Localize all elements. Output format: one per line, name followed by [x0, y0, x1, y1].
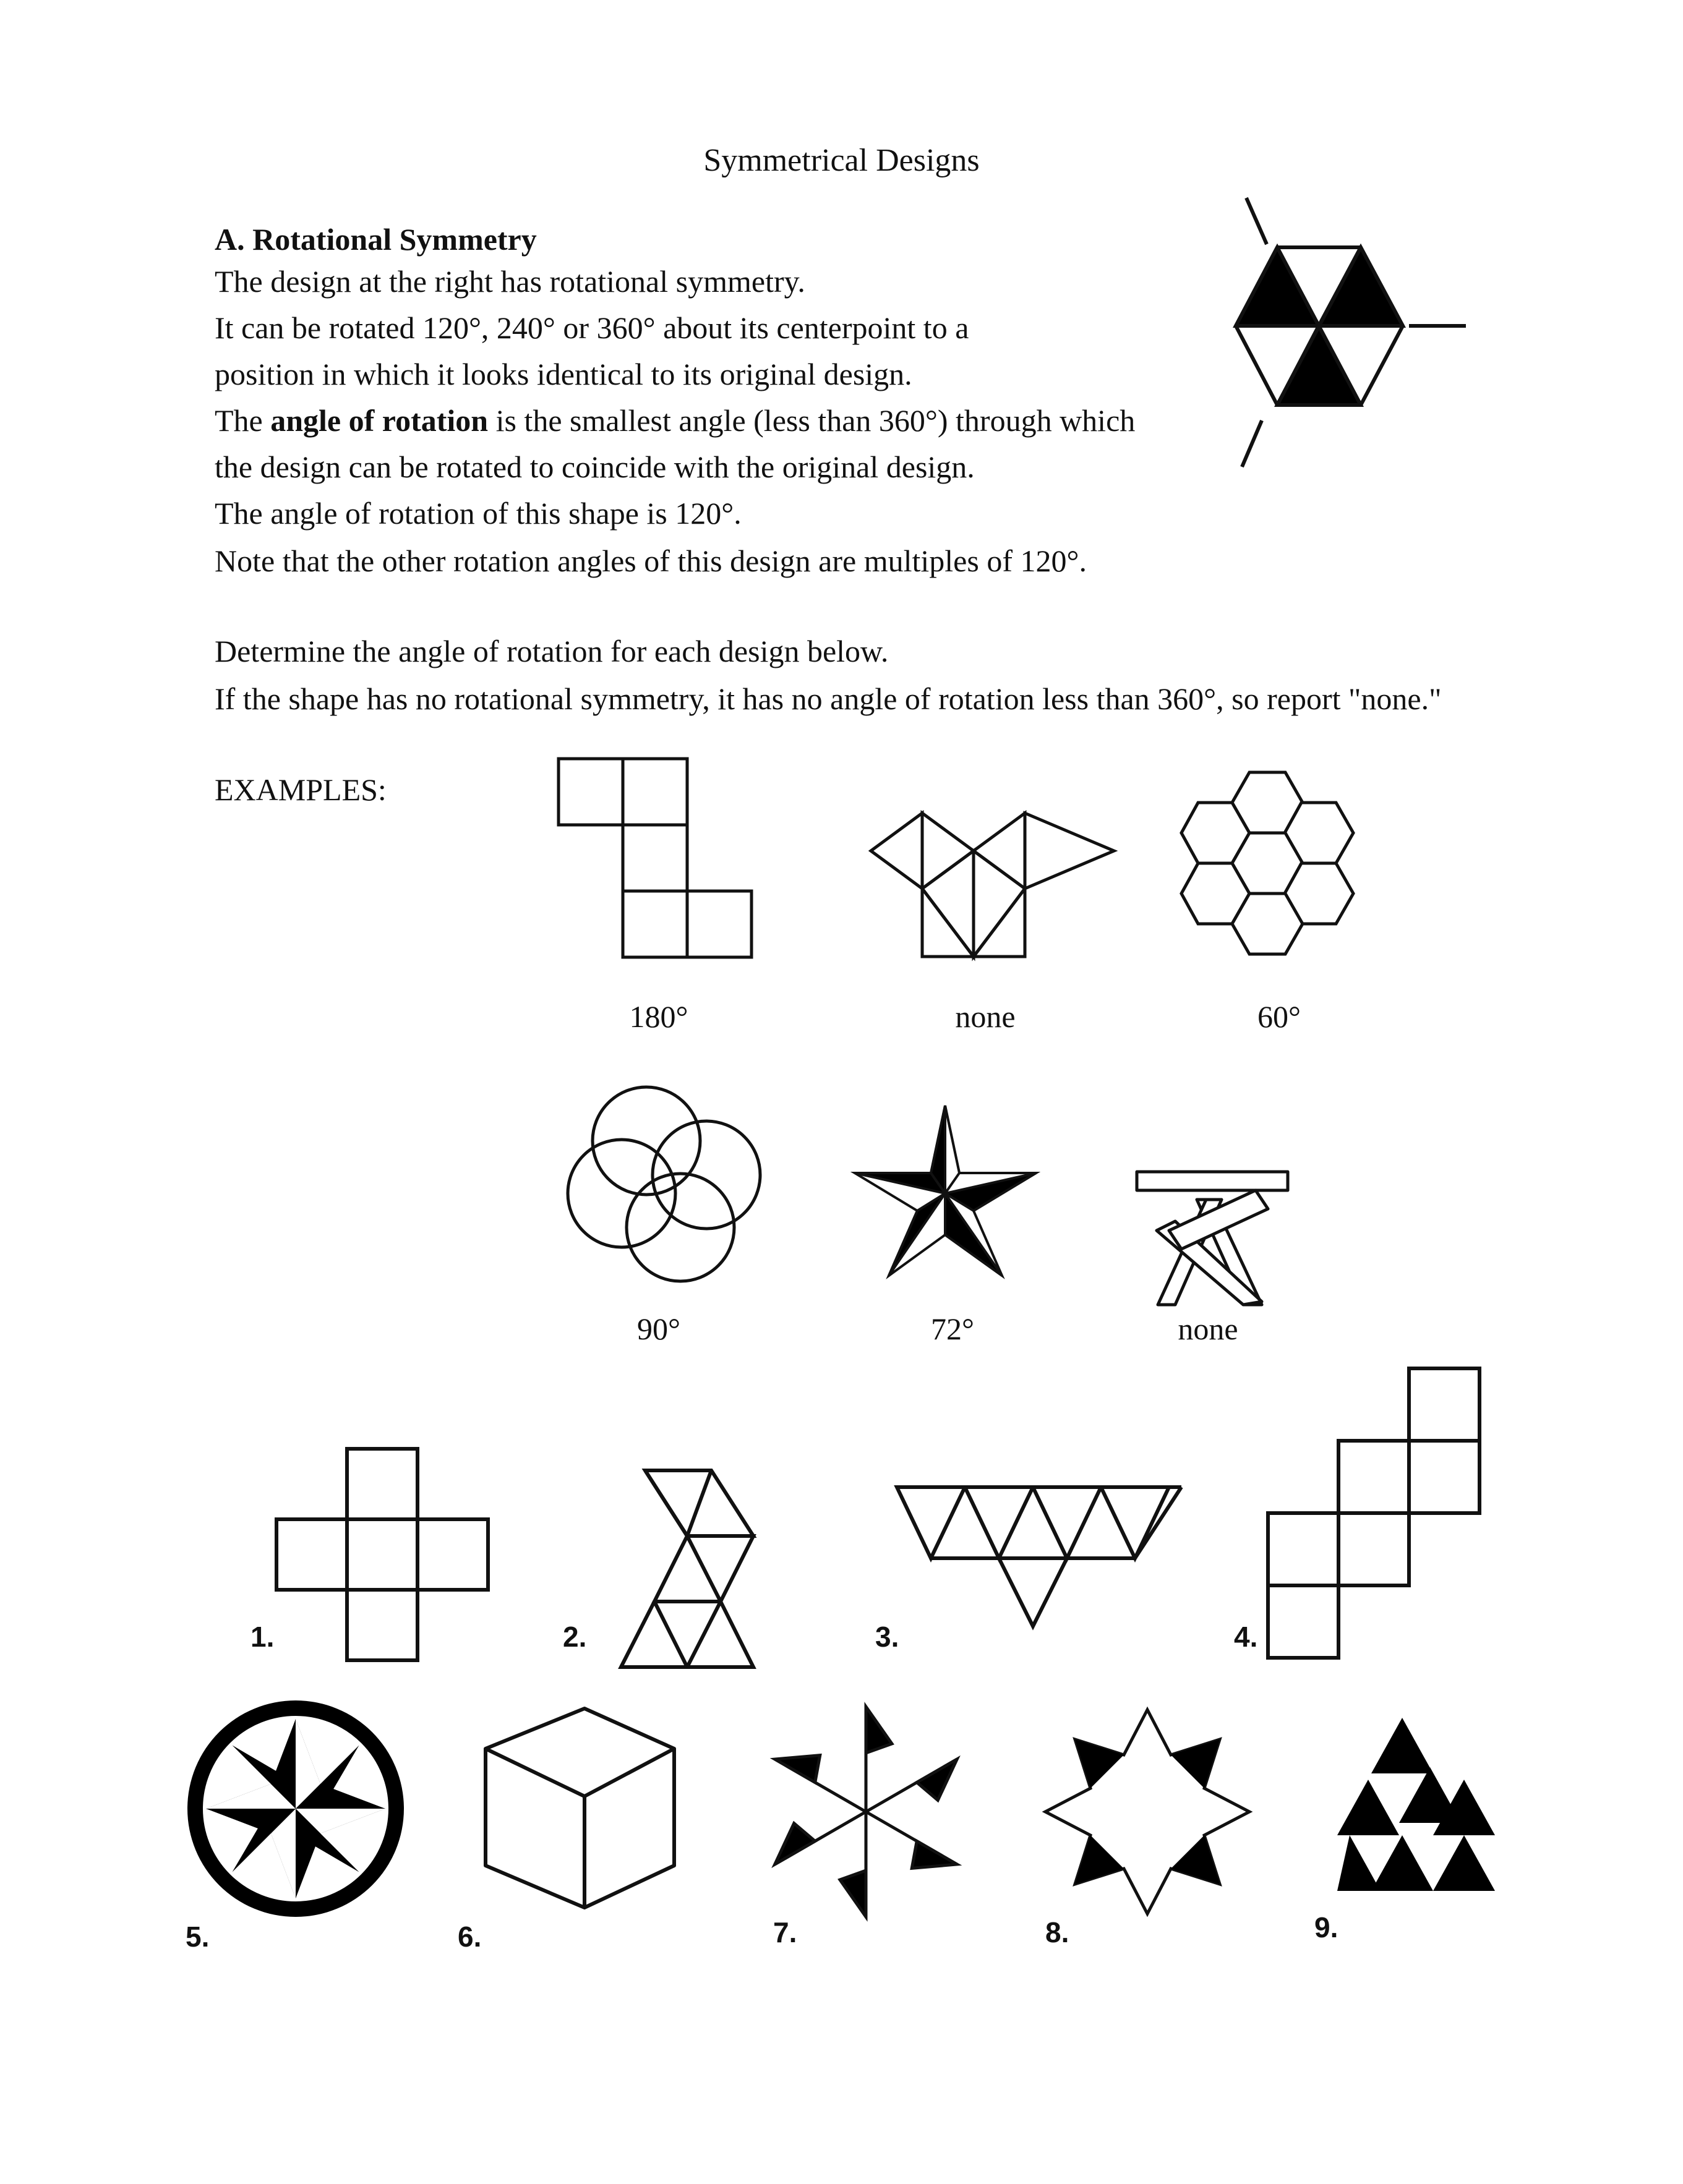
example-triangles-figure	[860, 804, 1126, 965]
exercise-number: 6.	[458, 1921, 482, 1953]
page-title: Symmetrical Designs	[703, 143, 980, 178]
exercise-6-cube-figure	[476, 1700, 687, 1923]
exercise-9-triangles-figure	[1330, 1707, 1534, 1892]
instruction-line: Determine the angle of rotation for each design below.	[215, 634, 889, 668]
example-squares-figure	[550, 754, 767, 965]
example-answer: 180°	[629, 999, 688, 1034]
definition-line	[215, 398, 1217, 444]
exercise-number: 5.	[186, 1921, 210, 1953]
exercise-number: 3.	[875, 1621, 899, 1653]
example-answer: 60°	[1257, 999, 1301, 1034]
example-answer: 72°	[931, 1312, 974, 1346]
exercise-number: 4.	[1234, 1621, 1258, 1653]
definition-prefix: The	[215, 403, 271, 438]
exercise-8-star-figure	[1039, 1707, 1256, 1917]
example-ribbon-star-figure	[1126, 1193, 1311, 1305]
instruction-line: If the shape has no rotational symmetry, it has no angle of rotation less than 360°, so report "none."	[215, 681, 1442, 716]
example-answer: 90°	[637, 1312, 680, 1346]
hexagon-intro-figure	[1212, 186, 1484, 476]
instructions	[215, 628, 1442, 723]
exercise-1-cross-figure	[272, 1441, 495, 1670]
exercise-2-triangles-figure	[594, 1459, 767, 1682]
intro-line: It can be rotated 120°, 240° or 360° about its centerpoint to a	[215, 310, 969, 345]
exercise-number: 2.	[563, 1621, 587, 1653]
example-answer: none	[955, 999, 1016, 1034]
intro-line: the design can be rotated to coincide with the original design.	[215, 450, 975, 484]
exercise-number: 9.	[1314, 1911, 1338, 1943]
exercise-3-triangles-figure	[891, 1478, 1188, 1639]
exercise-4-squares-figure	[1262, 1360, 1491, 1670]
section-heading: A. Rotational Symmetry	[215, 222, 537, 257]
note-text: Note that the other rotation angles of this design are multiples of 120°.	[215, 544, 1087, 578]
example-star-figure	[847, 1094, 1051, 1286]
exercise-5-circle-star-figure	[182, 1694, 411, 1923]
exercise-7-pinwheel-figure	[758, 1700, 980, 1923]
intro-line: position in which it looks identical to its original design.	[215, 357, 912, 391]
example-answer: none	[1178, 1312, 1238, 1346]
exercise-number: 1.	[251, 1621, 275, 1653]
exercise-number: 8.	[1045, 1916, 1069, 1948]
intro-paragraph	[215, 258, 1217, 537]
example-circles-figure	[560, 1082, 770, 1286]
intro-line: The design at the right has rotational symmetry.	[215, 264, 805, 299]
intro-line: The angle of rotation of this shape is 120°.	[215, 496, 742, 531]
examples-label: EXAMPLES:	[215, 772, 387, 807]
exercise-number: 7.	[773, 1916, 797, 1948]
example-hexagons-figure	[1175, 764, 1385, 962]
angle-of-rotation-term: angle of rotation	[270, 403, 489, 438]
definition-suffix: is the smallest angle (less than 360°) through which	[488, 403, 1136, 438]
